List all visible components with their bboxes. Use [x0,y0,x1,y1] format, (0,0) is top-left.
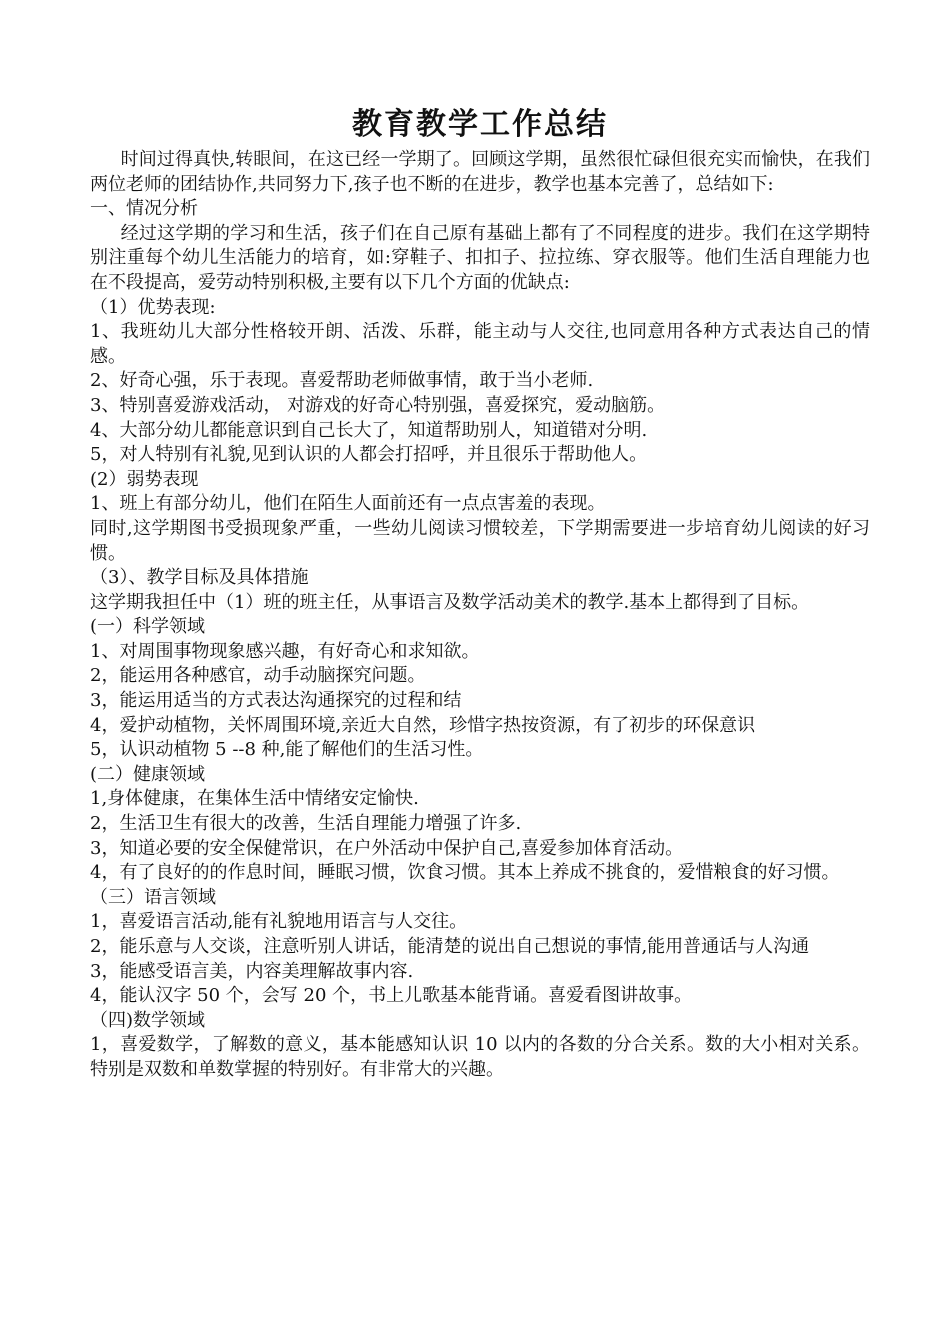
document-body [90,148,870,1083]
paragraph: 4，爱护动植物，关怀周围环境,亲近大自然，珍惜字热按资源，有了初步的环保意识 [90,714,756,736]
paragraph: 3，能感受语言美，内容美理解故事内容. [90,960,414,982]
paragraph: 1、我班幼儿大部分性格较开朗、活泼、乐群，能主动与人交往,也同意用各种方式表达自己的情感。 [90,321,870,367]
paragraph: 5，对人特别有礼貌,见到认识的人都会打招呼，并且很乐于帮助他人。 [90,444,648,466]
paragraph: 4，有了良好的的作息时间，睡眠习惯，饮食习惯。其本上养成不挑食的，爱惜粮食的好习惯。 [90,862,840,884]
paragraph: 同时,这学期图书受损现象严重，一些幼儿阅读习惯较差，下学期需要进一步培育幼儿阅读的好习惯。 [90,517,870,564]
paragraph: 3、特别喜爱游戏活动， 对游戏的好奇心特别强，喜爱探究，爱动脑筋。 [90,394,666,416]
paragraph: 这学期我担任中（1）班的班主任，从事语言及数学活动美术的教学.基本上都得到了目标。 [90,591,810,613]
paragraph: (一）科学领域 [90,616,206,638]
paragraph: 1、对周围事物现象感兴趣，有好奇心和求知欲。 [90,640,480,662]
paragraph: 1，喜爱语言活动,能有礼貌地用语言与人交往。 [90,911,468,933]
paragraph: (2）弱势表现 [90,468,199,490]
paragraph: 4、大部分幼儿都能意识到自己长大了，知道帮助别人，知道错对分明. [90,419,648,441]
paragraph: （3）、教学目标及具体措施 [90,567,309,589]
paragraph: 4，能认汉字 50 个，会写 20 个，书上儿歌基本能背诵。喜爱看图讲故事。 [90,985,693,1007]
paragraph: （1）优势表现: [90,296,216,318]
document-page [90,104,870,1083]
paragraph: 2，能运用各种感官，动手动脑探究问题。 [90,665,426,687]
paragraph: 2、好奇心强，乐于表现。喜爱帮助老师做事情，敢于当小老师. [90,370,594,392]
paragraph: 3，知道必要的安全保健常识，在户外活动中保护自己,喜爱参加体育活动。 [90,837,684,859]
document-title: 教育教学工作总结 [352,107,608,142]
paragraph: 2，能乐意与人交谈，注意听别人讲话，能清楚的说出自己想说的事情,能用普通话与人沟通 [90,936,810,957]
paragraph: (二）健康领域 [90,763,206,785]
paragraph: 3，能运用适当的方式表达沟通探究的过程和结 [90,690,462,712]
paragraph: 1,身体健康，在集体生活中情绪安定愉快. [90,788,419,810]
paragraph: 5，认识动植物 5 --8 种,能了解他们的生活习性。 [90,739,484,761]
paragraph: 时间过得真快,转眼间，在这已经一学期了。回顾这学期，虽然很忙碌但很充实而愉快，在我们两位老师的团结协作,共同努力下,孩子也不断的在进步，教学也基本完善了，总结如下: [90,149,870,195]
paragraph: 1，喜爱数学，了解数的意义，基本能感知认识 10 以内的各数的分合关系。数的大小相对关系。特别是双数和单数掌握的特别好。有非常大的兴趣。 [90,1034,870,1080]
paragraph: （三）语言领域 [90,886,216,908]
paragraph: 2，生活卫生有很大的改善，生活自理能力增强了许多. [90,813,522,835]
paragraph: （四)数学领域 [90,1009,206,1031]
paragraph: 1、班上有部分幼儿，他们在陌生人面前还有一点点害羞的表现。 [90,493,606,515]
paragraph: 一、情况分析 [90,198,198,220]
paragraph: 经过这学期的学习和生活，孩子们在自己原有基础上都有了不同程度的进步。我们在这学期特别注重每个幼儿生活能力的培育，如:穿鞋子、扣扣子、拉拉练、穿衣服等。他们生活自理能力也在不段提高，爱劳动特别积极,主要有以下几个方面的优缺点: [90,222,870,293]
